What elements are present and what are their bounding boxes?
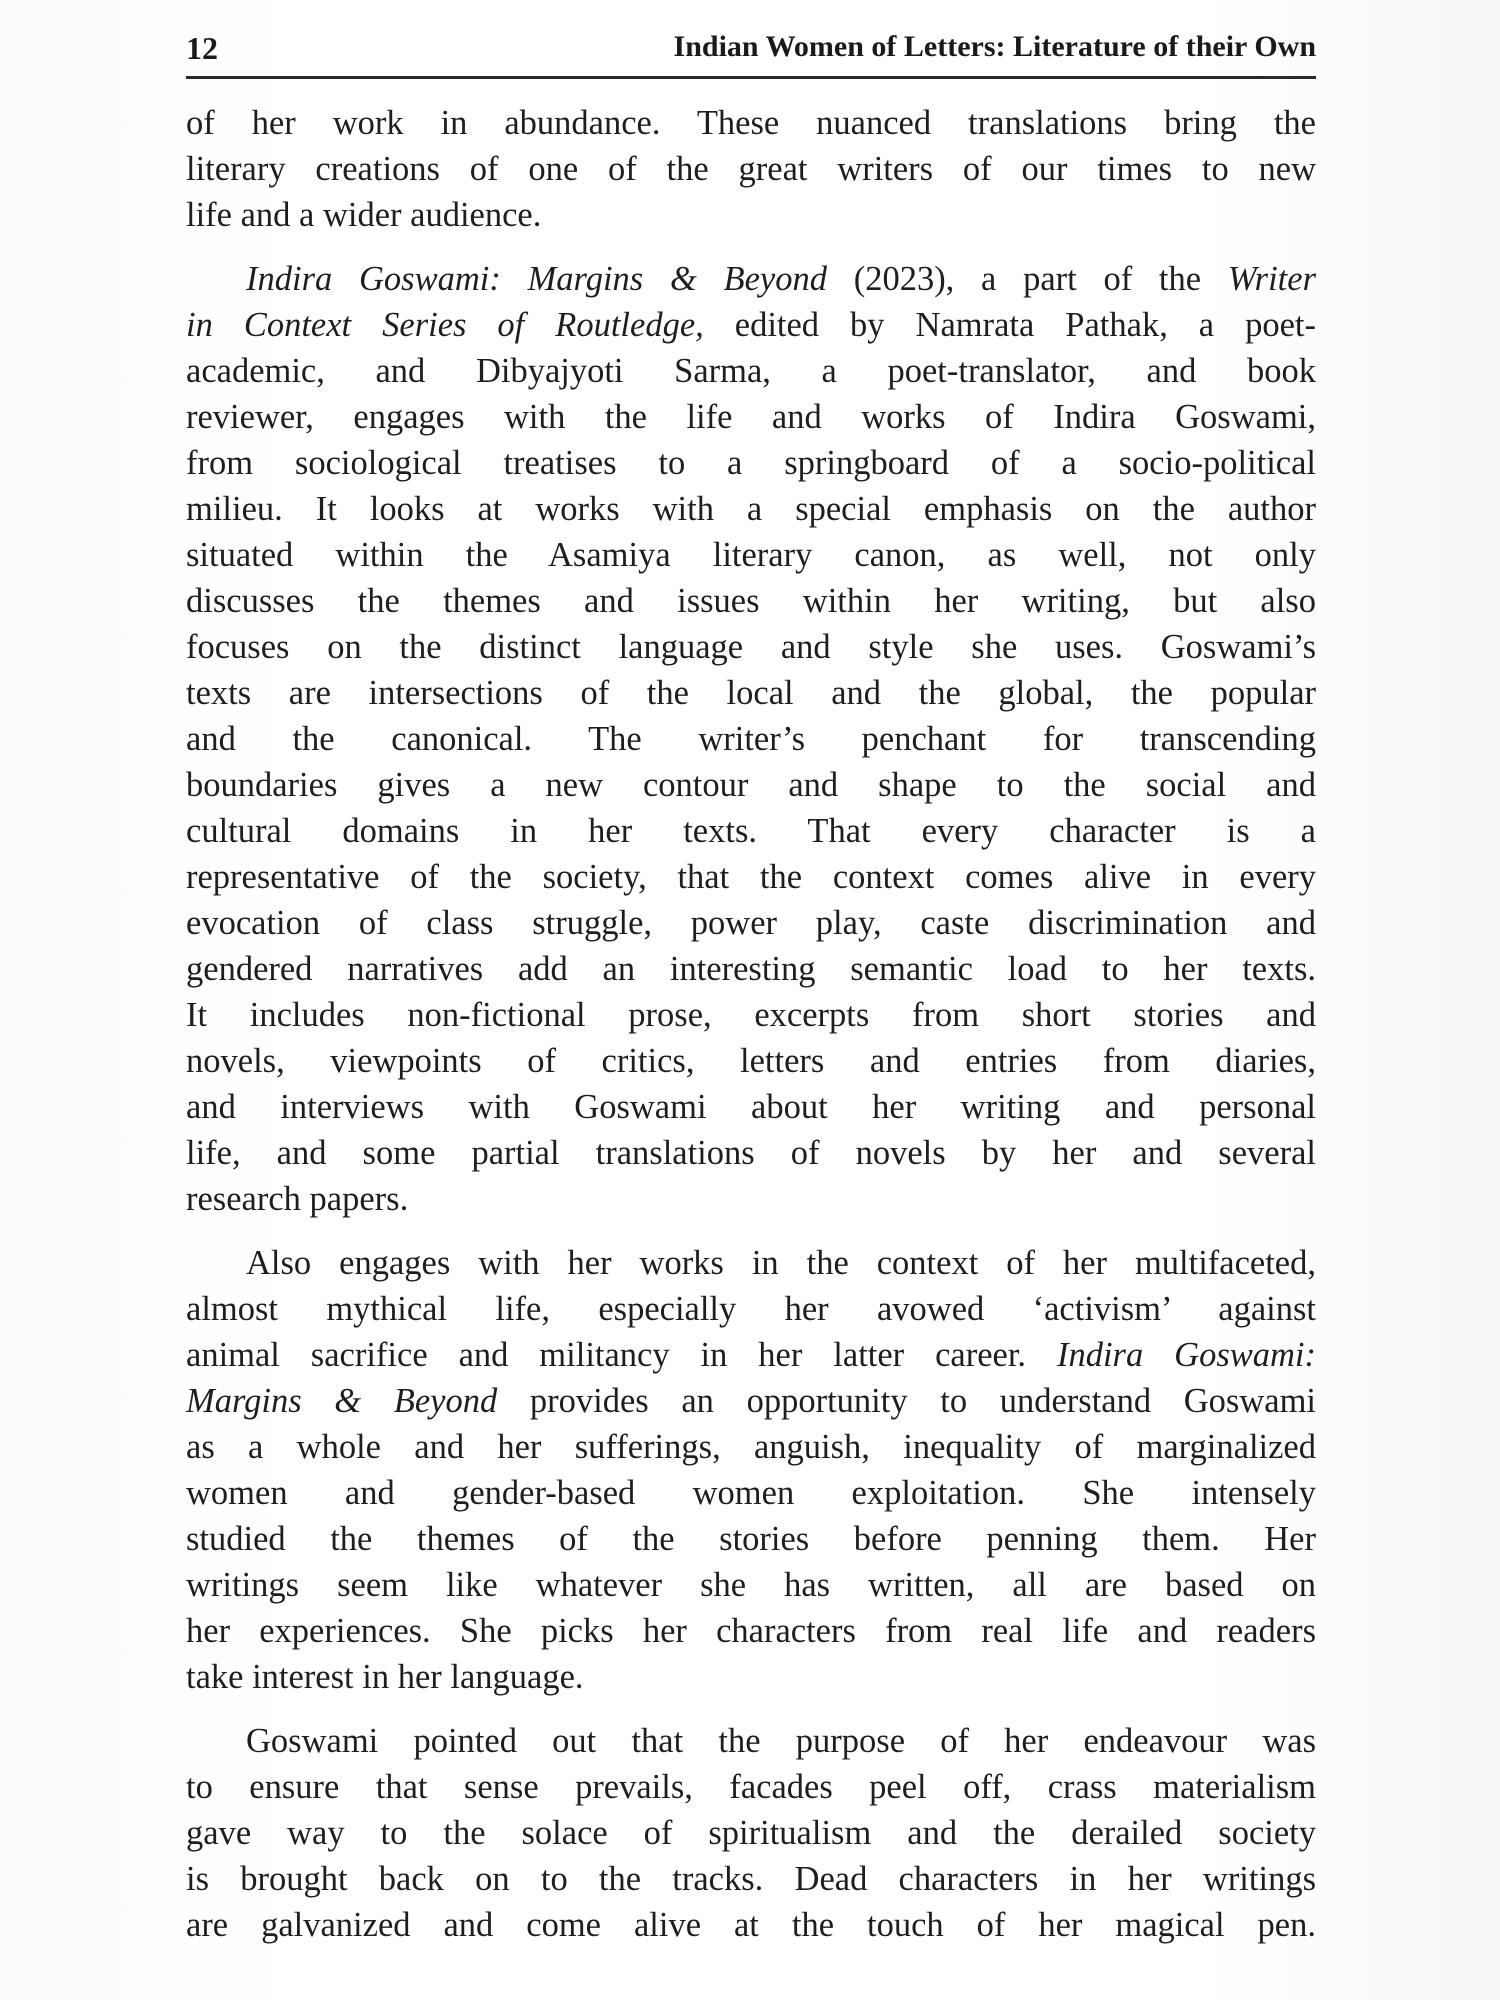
text-line: cultural domains in her texts. That every character is a bbox=[186, 812, 1316, 850]
text-line: life and a wider audience. bbox=[186, 196, 542, 234]
text-line: academic, and Dibyajyoti Sarma, a poet-translator, and book bbox=[186, 352, 1316, 390]
text-line: take interest in her language. bbox=[186, 1658, 584, 1696]
text-line: representative of the society, that the context comes alive in every bbox=[186, 858, 1316, 896]
text-line: Goswami pointed out that the purpose of her endeavour was bbox=[246, 1722, 1316, 1760]
paragraph-gap bbox=[186, 1700, 1316, 1718]
text-line: It includes non-fictional prose, excerpts from short stories and bbox=[186, 996, 1316, 1034]
text-line: research papers. bbox=[186, 1180, 409, 1218]
text-line bbox=[186, 1378, 1316, 1424]
book-title-italic: Margins & Beyond bbox=[186, 1382, 498, 1420]
text-run: animal sacrifice and militancy in her latter career. bbox=[186, 1336, 1057, 1374]
paragraph bbox=[186, 1718, 1316, 1948]
text-line bbox=[186, 302, 1316, 348]
text-line: boundaries gives a new contour and shape to the social and bbox=[186, 766, 1316, 804]
book-title-italic: Indira Goswami: bbox=[1056, 1336, 1317, 1374]
text-line: evocation of class struggle, power play, caste discrimination and bbox=[186, 904, 1316, 942]
text-run: provides an opportunity to understand Goswami bbox=[497, 1382, 1316, 1420]
text-line: focuses on the distinct language and style she uses. Goswami’s bbox=[186, 628, 1316, 666]
text-line: novels, viewpoints of critics, letters and entries from diaries, bbox=[186, 1042, 1316, 1080]
paragraph bbox=[186, 1240, 1316, 1700]
paragraph bbox=[186, 100, 1316, 238]
text-line: her experiences. She picks her characters from real life and readers bbox=[186, 1612, 1316, 1650]
page-number: 12 bbox=[186, 30, 218, 66]
series-title-italic: in Context Series of Routledge, bbox=[186, 306, 704, 344]
page-header bbox=[186, 30, 1316, 74]
text-line: to ensure that sense prevails, facades peel off, crass materialism bbox=[186, 1768, 1316, 1806]
paragraph bbox=[186, 256, 1316, 1222]
text-line: is brought back on to the tracks. Dead characters in her writings bbox=[186, 1860, 1316, 1898]
text-run: edited by Namrata Pathak, a poet- bbox=[703, 306, 1316, 344]
text-line: literary creations of one of the great writers of our times to new bbox=[186, 150, 1316, 188]
text-line: situated within the Asamiya literary canon, as well, not only bbox=[186, 536, 1316, 574]
text-line: women and gender-based women exploitation. She intensely bbox=[186, 1474, 1316, 1512]
running-title: Indian Women of Letters: Literature of their Own bbox=[673, 30, 1316, 63]
text-line: gave way to the solace of spiritualism and the derailed society bbox=[186, 1814, 1316, 1852]
text-line: studied the themes of the stories before penning them. Her bbox=[186, 1520, 1316, 1558]
text-line: and interviews with Goswami about her writing and personal bbox=[186, 1088, 1316, 1126]
text-line: and the canonical. The writer’s penchant for transcending bbox=[186, 720, 1316, 758]
header-rule bbox=[186, 76, 1316, 79]
text-line: as a whole and her sufferings, anguish, inequality of marginalized bbox=[186, 1428, 1316, 1466]
text-run: (2023), a part of the bbox=[826, 260, 1228, 298]
text-line bbox=[186, 256, 1316, 302]
text-line: gendered narratives add an interesting semantic load to her texts. bbox=[186, 950, 1316, 988]
body-text bbox=[186, 100, 1316, 1948]
text-line: life, and some partial translations of novels by her and several bbox=[186, 1134, 1316, 1172]
text-line: reviewer, engages with the life and works of Indira Goswami, bbox=[186, 398, 1316, 436]
paragraph-gap bbox=[186, 1222, 1316, 1240]
text-line bbox=[186, 1332, 1316, 1378]
text-line: are galvanized and come alive at the touch of her magical pen. bbox=[186, 1906, 1316, 1944]
text-line: texts are intersections of the local and the global, the popular bbox=[186, 674, 1316, 712]
text-line: milieu. It looks at works with a special emphasis on the author bbox=[186, 490, 1316, 528]
text-line: discusses the themes and issues within her writing, but also bbox=[186, 582, 1316, 620]
text-line: writings seem like whatever she has written, all are based on bbox=[186, 1566, 1316, 1604]
text-line: from sociological treatises to a springboard of a socio-political bbox=[186, 444, 1316, 482]
text-line: almost mythical life, especially her avowed ‘activism’ against bbox=[186, 1290, 1316, 1328]
series-title-italic: Writer bbox=[1227, 260, 1316, 298]
text-line: Also engages with her works in the context of her multifaceted, bbox=[246, 1244, 1316, 1282]
text-line: of her work in abundance. These nuanced translations bring the bbox=[186, 104, 1316, 142]
paragraph-gap bbox=[186, 238, 1316, 256]
book-title-italic: Indira Goswami: Margins & Beyond bbox=[246, 260, 827, 298]
